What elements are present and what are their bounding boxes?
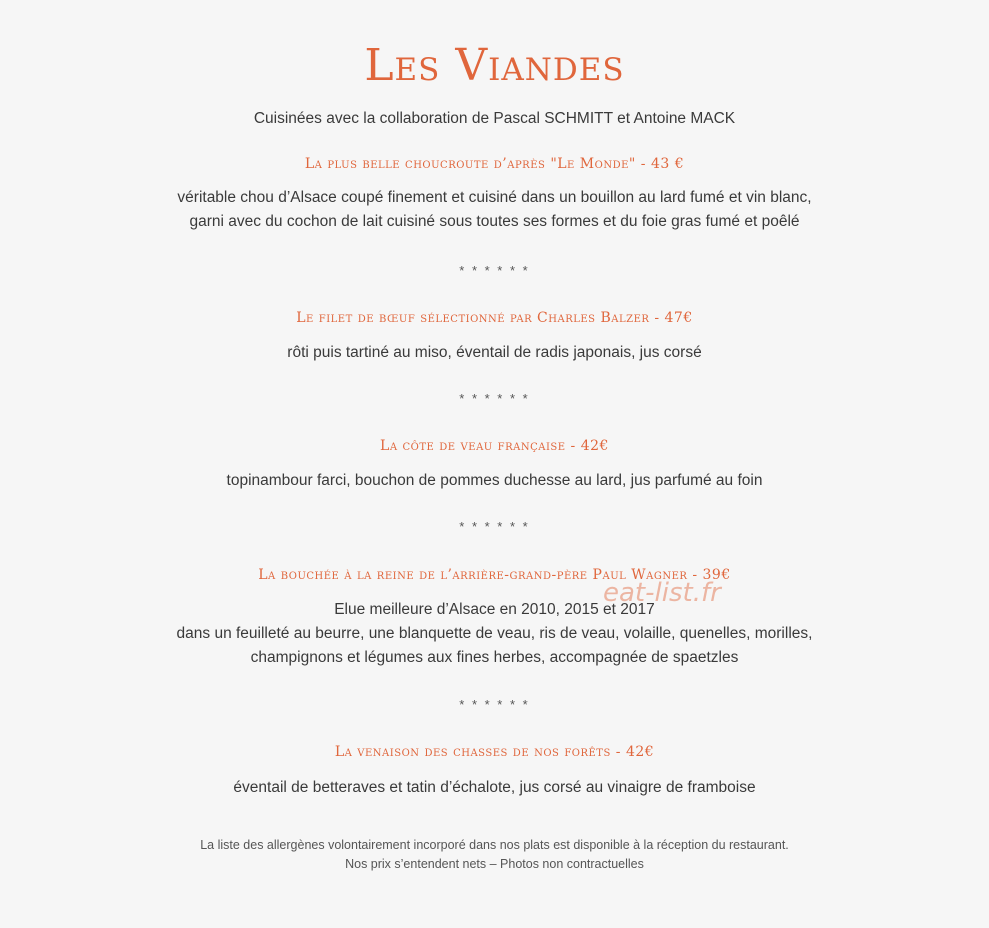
dish-4-description [0,598,989,670]
dish-4-name: La bouchée à la reine de l’arrière-grand-père Paul Wagner - 39€ [258,567,731,583]
allergen-notice: La liste des allergènes volontairement incorporé dans nos plats est disponible à la réception du restaurant. [200,838,789,852]
dish-4-line-1: Elue meilleure d’Alsace en 2010, 2015 et 2017 [334,601,655,618]
dish-2-description [0,341,989,365]
dish-5-description [0,776,989,800]
dish-2-line-1: rôti puis tartiné au miso, éventail de radis japonais, jus corsé [287,344,702,361]
dish-2-name: Le filet de bœuf sélectionné par Charles Balzer - 47€ [296,310,693,326]
menu-subtitle: Cuisinées avec la collaboration de Pascal SCHMITT et Antoine MACK [253,110,736,127]
dish-5-name: La venaison des chasses de nos forêts - 42€ [334,744,655,760]
dish-1-line-1: véritable chou d’Alsace coupé finement et cuisiné dans un bouillon au lard fumé et vin blanc, [177,189,812,206]
separator-2: * * * * * * [459,391,530,406]
separator-3: * * * * * * [459,519,530,534]
menu-title: Les Viandes [364,40,625,91]
separator-1: * * * * * * [459,263,530,278]
dish-1-line-2: garni avec du cochon de lait cuisiné sous toutes ses formes et du foie gras fumé et poêlé [189,213,800,230]
price-notice: Nos prix s’entendent nets – Photos non contractuelles [345,857,644,871]
dish-3-line-1: topinambour farci, bouchon de pommes duchesse au lard, jus parfumé au foin [226,472,763,489]
dish-4-line-3: champignons et légumes aux fines herbes, accompagnée de spaetzles [250,649,739,666]
watermark: eat-list.fr [603,578,721,608]
dish-3-description [0,469,989,493]
dish-1-name: La plus belle choucroute d’après "Le Monde" - 43 € [304,156,685,172]
dish-5-line-1: éventail de betteraves et tatin d’échalote, jus corsé au vinaigre de framboise [233,779,756,796]
dish-4-line-2: dans un feuilleté au beurre, une blanquette de veau, ris de veau, volaille, quenelles, morilles, [176,625,813,642]
dish-1-description [0,186,989,234]
dish-3-name: La côte de veau française - 42€ [380,438,609,454]
separator-4: * * * * * * [459,697,530,712]
menu-footer [0,836,989,874]
